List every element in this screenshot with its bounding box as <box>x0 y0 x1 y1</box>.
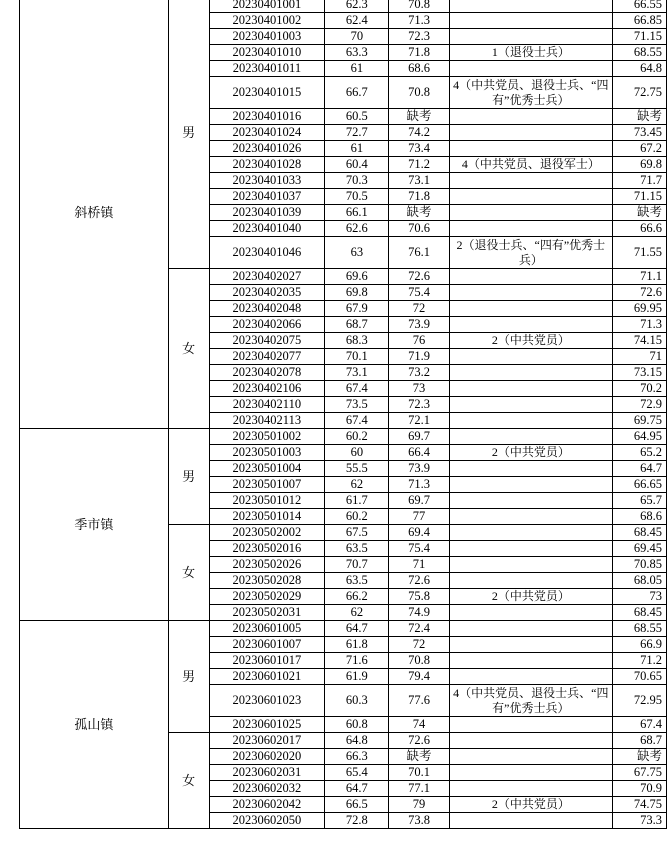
bonus-points-cell <box>449 269 612 285</box>
bonus-points-cell <box>449 429 612 445</box>
total-score-cell: 66.85 <box>612 13 666 29</box>
candidate-id-cell: 20230601007 <box>209 637 325 653</box>
bonus-points-cell <box>449 669 612 685</box>
candidate-id-cell: 20230502016 <box>209 541 325 557</box>
written-score-cell: 71.6 <box>325 653 389 669</box>
written-score-cell: 60 <box>325 445 389 461</box>
total-score-cell: 72.95 <box>612 685 666 717</box>
bonus-points-cell: 4（中共党员、退役士兵、“四有”优秀士兵） <box>449 685 612 717</box>
total-score-cell: 73.3 <box>612 813 666 829</box>
written-score-cell: 70.7 <box>325 557 389 573</box>
bonus-points-cell <box>449 621 612 637</box>
interview-score-cell: 72.3 <box>389 397 449 413</box>
written-score-cell: 66.5 <box>325 797 389 813</box>
candidate-id-cell: 20230502031 <box>209 605 325 621</box>
interview-score-cell: 77.1 <box>389 781 449 797</box>
written-score-cell: 61.9 <box>325 669 389 685</box>
interview-score-cell: 74.2 <box>389 125 449 141</box>
candidate-id-cell: 20230601005 <box>209 621 325 637</box>
interview-score-cell: 缺考 <box>389 749 449 765</box>
total-score-cell: 70.9 <box>612 781 666 797</box>
written-score-cell: 55.5 <box>325 461 389 477</box>
total-score-cell: 缺考 <box>612 205 666 221</box>
interview-score-cell: 缺考 <box>389 205 449 221</box>
written-score-cell: 69.8 <box>325 285 389 301</box>
bonus-points-cell <box>449 717 612 733</box>
candidate-id-cell: 20230401026 <box>209 141 325 157</box>
interview-score-cell: 72.3 <box>389 29 449 45</box>
candidate-id-cell: 20230601021 <box>209 669 325 685</box>
candidate-id-cell: 20230401046 <box>209 237 325 269</box>
bonus-points-cell <box>449 61 612 77</box>
interview-score-cell: 77.6 <box>389 685 449 717</box>
bonus-points-cell <box>449 749 612 765</box>
total-score-cell: 66.65 <box>612 477 666 493</box>
interview-score-cell: 75.4 <box>389 285 449 301</box>
written-score-cell: 61.8 <box>325 637 389 653</box>
gender-cell: 男 <box>168 429 209 525</box>
score-sheet <box>19 0 667 829</box>
bonus-points-cell <box>449 813 612 829</box>
interview-score-cell: 66.4 <box>389 445 449 461</box>
bonus-points-cell <box>449 525 612 541</box>
written-score-cell: 63.5 <box>325 573 389 589</box>
bonus-points-cell: 4（中共党员、退役军士） <box>449 157 612 173</box>
total-score-cell: 70.65 <box>612 669 666 685</box>
interview-score-cell: 71.2 <box>389 157 449 173</box>
bonus-points-cell <box>449 509 612 525</box>
bonus-points-cell <box>449 557 612 573</box>
interview-score-cell: 72.6 <box>389 573 449 589</box>
bonus-points-cell <box>449 765 612 781</box>
total-score-cell: 67.75 <box>612 765 666 781</box>
candidate-id-cell: 20230402077 <box>209 349 325 365</box>
candidate-id-cell: 20230401028 <box>209 157 325 173</box>
written-score-cell: 73.1 <box>325 365 389 381</box>
interview-score-cell: 75.8 <box>389 589 449 605</box>
written-score-cell: 67.4 <box>325 381 389 397</box>
interview-score-cell: 71 <box>389 557 449 573</box>
written-score-cell: 60.2 <box>325 509 389 525</box>
total-score-cell: 64.95 <box>612 429 666 445</box>
interview-score-cell: 71.3 <box>389 477 449 493</box>
total-score-cell: 缺考 <box>612 109 666 125</box>
candidate-id-cell: 20230501002 <box>209 429 325 445</box>
bonus-points-cell <box>449 573 612 589</box>
interview-score-cell: 76 <box>389 333 449 349</box>
town-name-cell: 季市镇 <box>20 429 169 621</box>
bonus-points-cell <box>449 397 612 413</box>
interview-score-cell: 73.9 <box>389 461 449 477</box>
candidate-id-cell: 20230502002 <box>209 525 325 541</box>
candidate-id-cell: 20230501004 <box>209 461 325 477</box>
written-score-cell: 72.7 <box>325 125 389 141</box>
interview-score-cell: 72.1 <box>389 413 449 429</box>
table-row <box>20 429 667 445</box>
interview-score-cell: 79.4 <box>389 669 449 685</box>
total-score-cell: 72.9 <box>612 397 666 413</box>
interview-score-cell: 73.2 <box>389 365 449 381</box>
candidate-id-cell: 20230401011 <box>209 61 325 77</box>
candidate-id-cell: 20230602032 <box>209 781 325 797</box>
total-score-cell: 缺考 <box>612 749 666 765</box>
bonus-points-cell <box>449 0 612 13</box>
written-score-cell: 64.8 <box>325 733 389 749</box>
candidate-id-cell: 20230402110 <box>209 397 325 413</box>
written-score-cell: 61 <box>325 141 389 157</box>
candidate-id-cell: 20230501003 <box>209 445 325 461</box>
gender-cell: 男 <box>168 621 209 733</box>
interview-score-cell: 70.8 <box>389 0 449 13</box>
total-score-cell: 65.7 <box>612 493 666 509</box>
candidate-id-cell: 20230401016 <box>209 109 325 125</box>
interview-score-cell: 71.3 <box>389 13 449 29</box>
total-score-cell: 72.6 <box>612 285 666 301</box>
candidate-id-cell: 20230402027 <box>209 269 325 285</box>
total-score-cell: 74.75 <box>612 797 666 813</box>
bonus-points-cell: 2（中共党员） <box>449 797 612 813</box>
candidate-id-cell: 20230401002 <box>209 13 325 29</box>
candidate-id-cell: 20230601023 <box>209 685 325 717</box>
bonus-points-cell <box>449 317 612 333</box>
bonus-points-cell <box>449 365 612 381</box>
total-score-cell: 68.7 <box>612 733 666 749</box>
total-score-cell: 68.05 <box>612 573 666 589</box>
interview-score-cell: 79 <box>389 797 449 813</box>
interview-score-cell: 71.9 <box>389 349 449 365</box>
bonus-points-cell <box>449 141 612 157</box>
candidate-id-cell: 20230602031 <box>209 765 325 781</box>
bonus-points-cell <box>449 189 612 205</box>
bonus-points-cell <box>449 109 612 125</box>
total-score-cell: 64.8 <box>612 61 666 77</box>
written-score-cell: 60.8 <box>325 717 389 733</box>
written-score-cell: 65.4 <box>325 765 389 781</box>
written-score-cell: 70.5 <box>325 189 389 205</box>
total-score-cell: 72.75 <box>612 77 666 109</box>
bonus-points-cell <box>449 205 612 221</box>
interview-score-cell: 69.7 <box>389 429 449 445</box>
total-score-cell: 70.2 <box>612 381 666 397</box>
interview-score-cell: 77 <box>389 509 449 525</box>
written-score-cell: 62 <box>325 605 389 621</box>
candidate-id-cell: 20230402106 <box>209 381 325 397</box>
total-score-cell: 73.45 <box>612 125 666 141</box>
bonus-points-cell: 2（中共党员） <box>449 333 612 349</box>
total-score-cell: 70.85 <box>612 557 666 573</box>
interview-score-cell: 72.6 <box>389 269 449 285</box>
town-name-cell: 斜桥镇 <box>20 0 169 429</box>
interview-score-cell: 71.8 <box>389 189 449 205</box>
written-score-cell: 70 <box>325 29 389 45</box>
candidate-id-cell: 20230402078 <box>209 365 325 381</box>
total-score-cell: 71.55 <box>612 237 666 269</box>
interview-score-cell: 72 <box>389 637 449 653</box>
candidate-id-cell: 20230401037 <box>209 189 325 205</box>
candidate-id-cell: 20230401003 <box>209 29 325 45</box>
total-score-cell: 71.1 <box>612 269 666 285</box>
bonus-points-cell <box>449 381 612 397</box>
candidate-id-cell: 20230601017 <box>209 653 325 669</box>
written-score-cell: 61 <box>325 61 389 77</box>
total-score-cell: 67.2 <box>612 141 666 157</box>
total-score-cell: 66.9 <box>612 637 666 653</box>
interview-score-cell: 76.1 <box>389 237 449 269</box>
interview-score-cell: 70.8 <box>389 77 449 109</box>
interview-score-cell: 70.1 <box>389 765 449 781</box>
written-score-cell: 70.1 <box>325 349 389 365</box>
bonus-points-cell <box>449 605 612 621</box>
written-score-cell: 66.7 <box>325 77 389 109</box>
total-score-cell: 66.6 <box>612 221 666 237</box>
total-score-cell: 68.55 <box>612 621 666 637</box>
interview-score-cell: 72 <box>389 301 449 317</box>
written-score-cell: 72.8 <box>325 813 389 829</box>
bonus-points-cell <box>449 493 612 509</box>
bonus-points-cell <box>449 221 612 237</box>
candidate-id-cell: 20230602042 <box>209 797 325 813</box>
gender-cell: 女 <box>168 733 209 829</box>
bonus-points-cell <box>449 477 612 493</box>
bonus-points-cell <box>449 733 612 749</box>
candidate-id-cell: 20230401039 <box>209 205 325 221</box>
total-score-cell: 69.45 <box>612 541 666 557</box>
total-score-cell: 71 <box>612 349 666 365</box>
candidate-id-cell: 20230401010 <box>209 45 325 61</box>
candidate-id-cell: 20230501012 <box>209 493 325 509</box>
bonus-points-cell <box>449 541 612 557</box>
candidate-id-cell: 20230402113 <box>209 413 325 429</box>
interview-score-cell: 72.4 <box>389 621 449 637</box>
table-row <box>20 621 667 637</box>
interview-score-cell: 74.9 <box>389 605 449 621</box>
written-score-cell: 62.4 <box>325 13 389 29</box>
written-score-cell: 66.3 <box>325 749 389 765</box>
interview-score-cell: 71.8 <box>389 45 449 61</box>
written-score-cell: 64.7 <box>325 621 389 637</box>
written-score-cell: 60.3 <box>325 685 389 717</box>
written-score-cell: 67.9 <box>325 301 389 317</box>
town-name-cell: 孤山镇 <box>20 621 169 829</box>
bonus-points-cell <box>449 173 612 189</box>
written-score-cell: 68.7 <box>325 317 389 333</box>
written-score-cell: 73.5 <box>325 397 389 413</box>
written-score-cell: 63.5 <box>325 541 389 557</box>
bonus-points-cell <box>449 285 612 301</box>
written-score-cell: 60.5 <box>325 109 389 125</box>
total-score-cell: 71.3 <box>612 317 666 333</box>
interview-score-cell: 69.7 <box>389 493 449 509</box>
candidate-id-cell: 20230501014 <box>209 509 325 525</box>
bonus-points-cell <box>449 349 612 365</box>
interview-score-cell: 73.9 <box>389 317 449 333</box>
interview-score-cell: 68.6 <box>389 61 449 77</box>
interview-score-cell: 缺考 <box>389 109 449 125</box>
total-score-cell: 69.95 <box>612 301 666 317</box>
bonus-points-cell: 1（退役士兵） <box>449 45 612 61</box>
bonus-points-cell <box>449 125 612 141</box>
total-score-cell: 67.4 <box>612 717 666 733</box>
written-score-cell: 68.3 <box>325 333 389 349</box>
total-score-cell: 68.45 <box>612 605 666 621</box>
bonus-points-cell <box>449 781 612 797</box>
written-score-cell: 64.7 <box>325 781 389 797</box>
total-score-cell: 71.7 <box>612 173 666 189</box>
total-score-cell: 71.2 <box>612 653 666 669</box>
table-row <box>20 0 667 13</box>
written-score-cell: 60.2 <box>325 429 389 445</box>
bonus-points-cell <box>449 29 612 45</box>
total-score-cell: 71.15 <box>612 29 666 45</box>
candidate-id-cell: 20230402048 <box>209 301 325 317</box>
written-score-cell: 67.4 <box>325 413 389 429</box>
candidate-id-cell: 20230502026 <box>209 557 325 573</box>
gender-cell: 女 <box>168 269 209 429</box>
total-score-cell: 68.6 <box>612 509 666 525</box>
total-score-cell: 69.8 <box>612 157 666 173</box>
written-score-cell: 61.7 <box>325 493 389 509</box>
total-score-cell: 71.15 <box>612 189 666 205</box>
written-score-cell: 62 <box>325 477 389 493</box>
candidate-id-cell: 20230602050 <box>209 813 325 829</box>
candidate-id-cell: 20230502029 <box>209 589 325 605</box>
bonus-points-cell: 4（中共党员、退役士兵、“四有”优秀士兵） <box>449 77 612 109</box>
candidate-id-cell: 20230402035 <box>209 285 325 301</box>
candidate-id-cell: 20230402075 <box>209 333 325 349</box>
candidate-id-cell: 20230401001 <box>209 0 325 13</box>
written-score-cell: 60.4 <box>325 157 389 173</box>
bonus-points-cell <box>449 13 612 29</box>
interview-score-cell: 73 <box>389 381 449 397</box>
bonus-points-cell <box>449 413 612 429</box>
candidate-id-cell: 20230401040 <box>209 221 325 237</box>
candidate-id-cell: 20230501007 <box>209 477 325 493</box>
total-score-cell: 68.55 <box>612 45 666 61</box>
total-score-cell: 73 <box>612 589 666 605</box>
candidate-id-cell: 20230401033 <box>209 173 325 189</box>
total-score-cell: 73.15 <box>612 365 666 381</box>
written-score-cell: 62.3 <box>325 0 389 13</box>
bonus-points-cell: 2（退役士兵、“四有”优秀士兵） <box>449 237 612 269</box>
score-table-body <box>20 0 667 829</box>
total-score-cell: 74.15 <box>612 333 666 349</box>
bonus-points-cell: 2（中共党员） <box>449 589 612 605</box>
bonus-points-cell <box>449 637 612 653</box>
score-table <box>19 0 667 829</box>
candidate-id-cell: 20230502028 <box>209 573 325 589</box>
total-score-cell: 69.75 <box>612 413 666 429</box>
written-score-cell: 63.3 <box>325 45 389 61</box>
written-score-cell: 70.3 <box>325 173 389 189</box>
interview-score-cell: 73.1 <box>389 173 449 189</box>
candidate-id-cell: 20230401015 <box>209 77 325 109</box>
candidate-id-cell: 20230601025 <box>209 717 325 733</box>
candidate-id-cell: 20230602017 <box>209 733 325 749</box>
interview-score-cell: 74 <box>389 717 449 733</box>
candidate-id-cell: 20230602020 <box>209 749 325 765</box>
total-score-cell: 68.45 <box>612 525 666 541</box>
interview-score-cell: 75.4 <box>389 541 449 557</box>
bonus-points-cell <box>449 461 612 477</box>
written-score-cell: 67.5 <box>325 525 389 541</box>
interview-score-cell: 73.4 <box>389 141 449 157</box>
written-score-cell: 62.6 <box>325 221 389 237</box>
interview-score-cell: 69.4 <box>389 525 449 541</box>
written-score-cell: 63 <box>325 237 389 269</box>
candidate-id-cell: 20230401024 <box>209 125 325 141</box>
interview-score-cell: 72.6 <box>389 733 449 749</box>
total-score-cell: 64.7 <box>612 461 666 477</box>
gender-cell: 女 <box>168 525 209 621</box>
total-score-cell: 65.2 <box>612 445 666 461</box>
total-score-cell: 66.55 <box>612 0 666 13</box>
interview-score-cell: 73.8 <box>389 813 449 829</box>
written-score-cell: 66.2 <box>325 589 389 605</box>
bonus-points-cell: 2（中共党员） <box>449 445 612 461</box>
bonus-points-cell <box>449 301 612 317</box>
bonus-points-cell <box>449 653 612 669</box>
gender-cell: 男 <box>168 0 209 269</box>
interview-score-cell: 70.6 <box>389 221 449 237</box>
interview-score-cell: 70.8 <box>389 653 449 669</box>
written-score-cell: 66.1 <box>325 205 389 221</box>
candidate-id-cell: 20230402066 <box>209 317 325 333</box>
written-score-cell: 69.6 <box>325 269 389 285</box>
